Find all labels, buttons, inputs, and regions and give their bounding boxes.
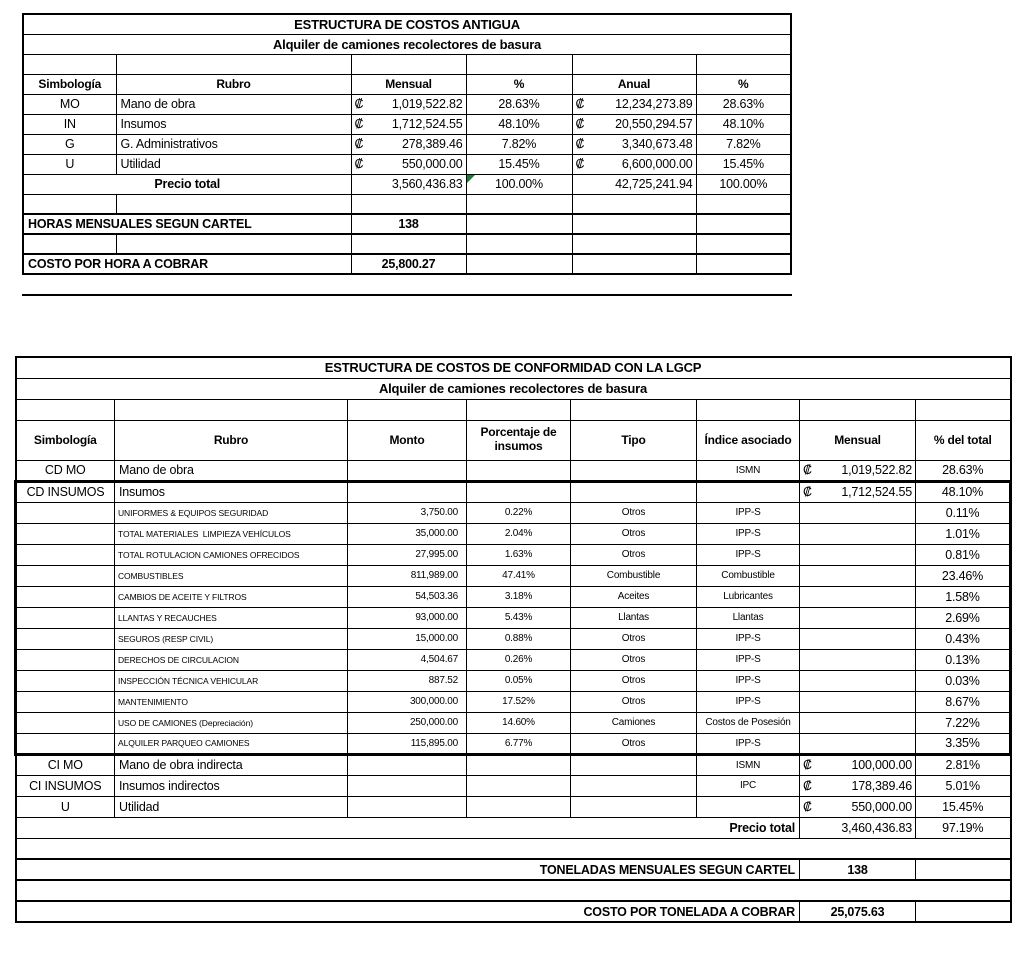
table2-subtitle: Alquiler de camiones recolectores de basura — [16, 378, 1011, 399]
cell-symbol: CI MO — [16, 754, 115, 775]
cell-monthly-amount — [351, 114, 466, 134]
empty-cell — [800, 712, 916, 733]
empty-cell — [916, 859, 1011, 880]
hourly-cost-label: COSTO POR HORA A COBRAR — [23, 254, 351, 274]
cell-annual-amount — [572, 154, 696, 174]
cell-symbol: U — [16, 796, 115, 817]
cell-percent-supplies: 6.77% — [467, 733, 571, 754]
empty-cell — [348, 775, 467, 796]
cost-per-ton-row — [16, 901, 1011, 922]
table2-row-cdinsumos — [16, 481, 1011, 502]
cost-per-ton-label: COSTO POR TONELADA A COBRAR — [16, 901, 800, 922]
cell-amount: 54,503.36 — [348, 586, 467, 607]
empty-cell — [116, 194, 351, 214]
cell-item: Mano de obra — [115, 460, 348, 481]
empty-cell — [16, 565, 115, 586]
empty-cell — [16, 607, 115, 628]
empty-cell — [16, 586, 115, 607]
cell-item: ALQUILER PARQUEO CAMIONES — [115, 733, 348, 754]
amount: 550,000.00 — [401, 157, 463, 171]
cell-index: ISMN — [697, 754, 800, 775]
cell-type: Camiones — [571, 712, 697, 733]
cell-symbol: IN — [23, 114, 116, 134]
cell-annual-amount — [572, 134, 696, 154]
empty-cell — [116, 54, 351, 74]
empty-cell — [16, 691, 115, 712]
cell-item: G. Administrativos — [116, 134, 351, 154]
currency-symbol: ₡ — [575, 157, 585, 171]
empty-cell — [572, 234, 696, 254]
table1-subtitle-row — [23, 34, 791, 54]
empty-cell — [115, 399, 348, 420]
currency-symbol: ₡ — [803, 485, 812, 499]
supply-detail-row — [16, 565, 1011, 586]
cell-index: IPP-S — [697, 523, 800, 544]
cell-monthly-amount — [800, 460, 916, 481]
currency-symbol: ₡ — [354, 97, 364, 111]
cell-percent-supplies: 14.60% — [467, 712, 571, 733]
cell-percent-total: 23.46% — [916, 565, 1011, 586]
empty-cell — [351, 234, 466, 254]
lgcp-cost-structure-table — [14, 356, 1012, 923]
cell-index: Combustible — [697, 565, 800, 586]
cell-index: Costos de Posesión — [697, 712, 800, 733]
cell-amount: 4,504.67 — [348, 649, 467, 670]
cell-monthly-amount — [800, 775, 916, 796]
empty-cell — [800, 649, 916, 670]
cell-percent-supplies: 2.04% — [467, 523, 571, 544]
cell-index: IPP-S — [697, 628, 800, 649]
empty-cell — [467, 754, 571, 775]
supply-detail-row — [16, 586, 1011, 607]
cell-item: Mano de obra — [116, 94, 351, 114]
empty-cell — [116, 234, 351, 254]
empty-cell — [348, 754, 467, 775]
empty-cell — [800, 733, 916, 754]
cell-percent: 28.63% — [696, 94, 791, 114]
empty-cell — [16, 523, 115, 544]
currency-symbol: ₡ — [354, 117, 364, 131]
total-percent: 100.00% — [466, 174, 572, 194]
cell-percent-supplies: 3.18% — [467, 586, 571, 607]
spacer-row — [16, 838, 1011, 859]
cell-type: Otros — [571, 670, 697, 691]
table2-title-row — [16, 357, 1011, 378]
table2-subtitle-row — [16, 378, 1011, 399]
amount: 6,600,000.00 — [621, 157, 693, 171]
empty-cell — [800, 399, 916, 420]
total-percent: 97.19% — [916, 817, 1011, 838]
cell-percent-total: 2.81% — [916, 754, 1011, 775]
table1-row-in — [23, 114, 791, 134]
total-label: Precio total — [23, 174, 351, 194]
empty-cell — [16, 670, 115, 691]
cell-index: Lubricantes — [697, 586, 800, 607]
cell-percent-supplies: 0.05% — [467, 670, 571, 691]
empty-cell — [351, 54, 466, 74]
empty-cell — [16, 628, 115, 649]
table2-header-row — [16, 420, 1011, 460]
header-rubro: Rubro — [116, 74, 351, 94]
cell-index: Llantas — [697, 607, 800, 628]
cell-percent: 48.10% — [466, 114, 572, 134]
empty-cell — [571, 754, 697, 775]
empty-cell — [697, 399, 800, 420]
empty-cell — [23, 194, 116, 214]
empty-cell — [467, 796, 571, 817]
empty-cell — [351, 194, 466, 214]
cell-item: MANTENIMIENTO — [115, 691, 348, 712]
cell-index: IPP-S — [697, 691, 800, 712]
empty-cell — [16, 399, 115, 420]
cell-percent-supplies: 0.26% — [467, 649, 571, 670]
empty-cell — [572, 194, 696, 214]
table2-row-ciinsumos — [16, 775, 1011, 796]
amount: 1,019,522.82 — [841, 463, 912, 477]
cell-index: IPP-S — [697, 733, 800, 754]
empty-cell — [800, 586, 916, 607]
cell-percent-total: 7.22% — [916, 712, 1011, 733]
supply-detail-row — [16, 733, 1011, 754]
cell-percent: 15.45% — [466, 154, 572, 174]
cell-percent-supplies: 1.63% — [467, 544, 571, 565]
amount: 3,340,673.48 — [621, 137, 693, 151]
header-pct: % — [696, 74, 791, 94]
cell-type: Otros — [571, 691, 697, 712]
header-rubro: Rubro — [115, 420, 348, 460]
cell-monthly-amount — [800, 481, 916, 502]
cell-type: Combustible — [571, 565, 697, 586]
empty-cell — [800, 607, 916, 628]
cell-percent-total: 3.35% — [916, 733, 1011, 754]
hours-label: HORAS MENSUALES SEGUN CARTEL — [23, 214, 351, 234]
table2-row-cdmo — [16, 460, 1011, 481]
cell-monthly-amount — [351, 134, 466, 154]
cell-percent-total: 1.01% — [916, 523, 1011, 544]
cell-monthly-amount — [800, 754, 916, 775]
header-pct-total: % del total — [916, 420, 1011, 460]
empty-cell — [571, 796, 697, 817]
cell-amount: 250,000.00 — [348, 712, 467, 733]
cost-per-ton-value: 25,075.63 — [800, 901, 916, 922]
empty-cell — [696, 234, 791, 254]
cell-percent: 28.63% — [466, 94, 572, 114]
cell-symbol: U — [23, 154, 116, 174]
cell-item: CAMBIOS DE ACEITE Y FILTROS — [115, 586, 348, 607]
cell-amount: 300,000.00 — [348, 691, 467, 712]
cell-item: TOTAL MATERIALES LIMPIEZA VEHÍCULOS — [115, 523, 348, 544]
amount: 1,712,524.55 — [841, 485, 912, 499]
cell-amount: 115,895.00 — [348, 733, 467, 754]
total-label: Precio total — [16, 817, 800, 838]
empty-cell — [348, 796, 467, 817]
cell-percent-total: 0.03% — [916, 670, 1011, 691]
table1-total-row — [23, 174, 791, 194]
cell-type: Otros — [571, 502, 697, 523]
cell-item: Insumos indirectos — [115, 775, 348, 796]
empty-cell — [16, 712, 115, 733]
empty-cell — [800, 565, 916, 586]
cell-type: Otros — [571, 649, 697, 670]
cell-percent: 7.82% — [696, 134, 791, 154]
empty-cell — [571, 399, 697, 420]
spacer-row — [23, 234, 791, 254]
spacer-row — [16, 880, 1011, 901]
header-simbologia: Simbología — [23, 74, 116, 94]
cell-percent-supplies: 5.43% — [467, 607, 571, 628]
header-mensual: Mensual — [800, 420, 916, 460]
header-indice: Índice asociado — [697, 420, 800, 460]
cell-type: Otros — [571, 733, 697, 754]
cell-percent-total: 2.69% — [916, 607, 1011, 628]
cell-amount: 15,000.00 — [348, 628, 467, 649]
empty-cell — [16, 880, 1011, 901]
empty-cell — [800, 523, 916, 544]
supply-detail-row — [16, 502, 1011, 523]
tons-value: 138 — [800, 859, 916, 880]
currency-symbol: ₡ — [575, 117, 585, 131]
cell-percent-total: 1.58% — [916, 586, 1011, 607]
header-monto: Monto — [348, 420, 467, 460]
amount: 12,234,273.89 — [615, 97, 693, 111]
cell-item: COMBUSTIBLES — [115, 565, 348, 586]
cell-item: USO DE CAMIONES (Depreciación) — [115, 712, 348, 733]
empty-cell — [571, 460, 697, 481]
cell-percent-total: 15.45% — [916, 796, 1011, 817]
supply-detail-row — [16, 523, 1011, 544]
cell-item: Insumos — [116, 114, 351, 134]
empty-cell — [16, 544, 115, 565]
currency-symbol: ₡ — [354, 137, 364, 151]
supply-detail-row — [16, 670, 1011, 691]
cell-percent-total: 0.13% — [916, 649, 1011, 670]
cell-symbol: G — [23, 134, 116, 154]
empty-cell — [466, 254, 572, 274]
empty-cell — [572, 54, 696, 74]
empty-cell — [23, 234, 116, 254]
cell-item: DERECHOS DE CIRCULACION — [115, 649, 348, 670]
supply-detail-row — [16, 649, 1011, 670]
supply-detail-row — [16, 691, 1011, 712]
cell-type: Otros — [571, 628, 697, 649]
error-indicator-triangle-icon — [467, 175, 475, 183]
cell-monthly-amount — [800, 796, 916, 817]
cell-percent: 7.82% — [466, 134, 572, 154]
cell-amount: 887.52 — [348, 670, 467, 691]
empty-cell — [571, 481, 697, 502]
empty-cell — [697, 796, 800, 817]
table1-subtitle: Alquiler de camiones recolectores de basura — [23, 34, 791, 54]
cell-item: Utilidad — [115, 796, 348, 817]
header-simbologia: Simbología — [16, 420, 115, 460]
currency-symbol: ₡ — [354, 157, 364, 171]
cell-item: Utilidad — [116, 154, 351, 174]
header-anual: Anual — [572, 74, 696, 94]
amount: 1,019,522.82 — [391, 97, 463, 111]
empty-cell — [466, 54, 572, 74]
empty-cell — [348, 399, 467, 420]
amount: 100,000.00 — [851, 758, 912, 772]
table1-header-row — [23, 74, 791, 94]
empty-cell — [348, 481, 467, 502]
empty-cell — [696, 254, 791, 274]
supply-detail-row — [16, 628, 1011, 649]
empty-cell — [23, 54, 116, 74]
currency-symbol: ₡ — [803, 799, 812, 814]
empty-cell — [800, 628, 916, 649]
cell-index: ISMN — [697, 460, 800, 481]
amount: 278,389.46 — [401, 137, 463, 151]
spacer-row — [16, 399, 1011, 420]
monthly-tons-row — [16, 859, 1011, 880]
empty-cell — [696, 214, 791, 234]
cell-item: LLANTAS Y RECAUCHES — [115, 607, 348, 628]
cell-percent-total: 0.81% — [916, 544, 1011, 565]
currency-symbol: ₡ — [803, 778, 812, 793]
cell-percent-supplies: 0.22% — [467, 502, 571, 523]
empty-cell — [16, 502, 115, 523]
cell-percent-total: 5.01% — [916, 775, 1011, 796]
total-monthly: 3,560,436.83 — [351, 174, 466, 194]
empty-cell — [466, 194, 572, 214]
cell-index: IPC — [697, 775, 800, 796]
empty-cell — [800, 502, 916, 523]
cell-index: IPP-S — [697, 502, 800, 523]
total-percent: 100.00% — [696, 174, 791, 194]
empty-cell — [800, 544, 916, 565]
hourly-cost-value: 25,800.27 — [351, 254, 466, 274]
hours-value: 138 — [351, 214, 466, 234]
hourly-cost-row — [23, 254, 791, 274]
empty-cell — [348, 460, 467, 481]
cell-annual-amount — [572, 114, 696, 134]
cell-type: Aceites — [571, 586, 697, 607]
empty-cell — [571, 775, 697, 796]
cell-item: TOTAL ROTULACION CAMIONES OFRECIDOS — [115, 544, 348, 565]
empty-cell — [467, 460, 571, 481]
cell-type: Otros — [571, 523, 697, 544]
empty-cell — [800, 691, 916, 712]
spacer-row — [23, 194, 791, 214]
empty-cell — [466, 214, 572, 234]
cell-percent-total: 8.67% — [916, 691, 1011, 712]
table2-row-utilidad — [16, 796, 1011, 817]
cell-item: Insumos — [115, 481, 348, 502]
cell-amount: 93,000.00 — [348, 607, 467, 628]
cell-type: Otros — [571, 544, 697, 565]
empty-cell — [572, 254, 696, 274]
empty-cell — [467, 399, 571, 420]
total-annual: 42,725,241.94 — [572, 174, 696, 194]
empty-cell — [916, 901, 1011, 922]
empty-cell — [16, 733, 115, 754]
currency-symbol: ₡ — [575, 137, 585, 151]
table1-row-mo — [23, 94, 791, 114]
table1-title-row — [23, 14, 791, 34]
currency-symbol: ₡ — [575, 97, 585, 111]
header-tipo: Tipo — [571, 420, 697, 460]
monthly-hours-row — [23, 214, 791, 234]
cell-percent-supplies: 47.41% — [467, 565, 571, 586]
cell-item: INSPECCIÓN TÉCNICA VEHICULAR — [115, 670, 348, 691]
cell-item: SEGUROS (RESP CIVIL) — [115, 628, 348, 649]
table2-row-cimo — [16, 754, 1011, 775]
cell-amount: 3,750.00 — [348, 502, 467, 523]
empty-cell — [466, 234, 572, 254]
cell-item: UNIFORMES & EQUIPOS SEGURIDAD — [115, 502, 348, 523]
supply-detail-row — [16, 712, 1011, 733]
spacer-row — [23, 54, 791, 74]
cell-percent: 48.10% — [696, 114, 791, 134]
amount: 1,712,524.55 — [391, 117, 463, 131]
currency-symbol: ₡ — [803, 758, 812, 772]
empty-cell — [16, 838, 1011, 859]
amount: 178,389.46 — [851, 778, 912, 793]
cell-amount: 35,000.00 — [348, 523, 467, 544]
cell-symbol: MO — [23, 94, 116, 114]
cell-index: IPP-S — [697, 544, 800, 565]
empty-cell — [916, 399, 1011, 420]
empty-cell — [696, 194, 791, 214]
empty-cell — [572, 214, 696, 234]
empty-cell — [467, 481, 571, 502]
cell-amount: 811,989.00 — [348, 565, 467, 586]
header-pct-insumos: Porcentaje de insumos — [467, 420, 571, 460]
total-monthly: 3,460,436.83 — [800, 817, 916, 838]
cell-type: Llantas — [571, 607, 697, 628]
header-mensual: Mensual — [351, 74, 466, 94]
cell-percent-total: 0.43% — [916, 628, 1011, 649]
empty-cell — [800, 670, 916, 691]
supply-detail-row — [16, 607, 1011, 628]
header-pct: % — [466, 74, 572, 94]
table1-row-g — [23, 134, 791, 154]
cell-amount: 27,995.00 — [348, 544, 467, 565]
empty-cell — [696, 54, 791, 74]
table1-row-u — [23, 154, 791, 174]
cell-index: IPP-S — [697, 649, 800, 670]
amount: 20,550,294.57 — [615, 117, 693, 131]
cell-annual-amount — [572, 94, 696, 114]
cell-monthly-amount — [351, 154, 466, 174]
cell-symbol: CD INSUMOS — [16, 481, 115, 502]
old-cost-structure-table — [22, 13, 792, 275]
cell-symbol: CD MO — [16, 460, 115, 481]
tons-label: TONELADAS MENSUALES SEGUN CARTEL — [16, 859, 800, 880]
cell-percent-total: 0.11% — [916, 502, 1011, 523]
table1-title: ESTRUCTURA DE COSTOS ANTIGUA — [23, 14, 791, 34]
cell-symbol: CI INSUMOS — [16, 775, 115, 796]
cell-index: IPP-S — [697, 670, 800, 691]
cell-percent: 15.45% — [696, 154, 791, 174]
cell-percent-total: 48.10% — [916, 481, 1011, 502]
cell-percent-supplies: 17.52% — [467, 691, 571, 712]
empty-cell — [697, 481, 800, 502]
amount: 550,000.00 — [851, 799, 912, 814]
table1-double-underline — [22, 294, 792, 296]
cell-percent-total: 28.63% — [916, 460, 1011, 481]
supply-detail-row — [16, 544, 1011, 565]
empty-cell — [467, 775, 571, 796]
table2-total-row — [16, 817, 1011, 838]
empty-cell — [16, 649, 115, 670]
cell-item: Mano de obra indirecta — [115, 754, 348, 775]
cell-percent-supplies: 0.88% — [467, 628, 571, 649]
currency-symbol: ₡ — [803, 463, 812, 477]
table2-title: ESTRUCTURA DE COSTOS DE CONFORMIDAD CON LA LGCP — [16, 357, 1011, 378]
cell-monthly-amount — [351, 94, 466, 114]
